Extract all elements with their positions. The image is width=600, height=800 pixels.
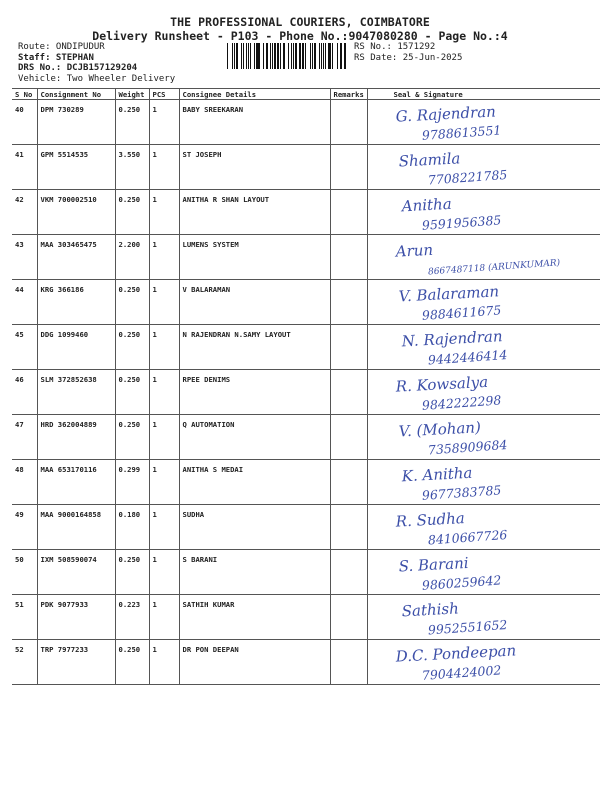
cell-remarks <box>330 415 367 460</box>
cell-weight: 0.223 <box>115 595 149 640</box>
page-subtitle: Delivery Runsheet - P103 - Phone No.:9047080280 - Page No.:4 <box>92 29 508 43</box>
cell-signature <box>367 145 600 190</box>
handwritten-signature <box>368 100 600 143</box>
cell-weight: 0.250 <box>115 325 149 370</box>
cell-signature <box>367 460 600 505</box>
signature-name: D.C. Pondeepan <box>394 641 517 666</box>
col-header-consignment: Consignment No <box>37 89 115 100</box>
signature-name: Sathish <box>400 599 459 621</box>
cell-remarks <box>330 550 367 595</box>
cell-consignee: BABY SREEKARAN <box>179 100 330 145</box>
col-header-remarks: Remarks <box>330 89 367 100</box>
cell-weight: 2.200 <box>115 235 149 280</box>
table-header-row <box>12 89 600 100</box>
cell-sno: 49 <box>12 505 37 550</box>
cell-sno: 41 <box>12 145 37 190</box>
handwritten-signature <box>368 415 600 458</box>
signature-name: Anitha <box>400 194 452 216</box>
cell-pcs: 1 <box>149 505 179 550</box>
cell-consignment: PDK 9077933 <box>37 595 115 640</box>
table-row <box>12 280 600 325</box>
cell-consignee: LUMENS SYSTEM <box>179 235 330 280</box>
cell-pcs: 1 <box>149 325 179 370</box>
signature-phone: 9442446414 <box>426 346 508 368</box>
cell-signature <box>367 595 600 640</box>
page-title: THE PROFESSIONAL COURIERS, COIMBATORE <box>170 15 430 29</box>
cell-pcs: 1 <box>149 370 179 415</box>
handwritten-signature <box>368 505 600 548</box>
cell-signature <box>367 235 600 280</box>
cell-weight: 0.180 <box>115 505 149 550</box>
signature-phone: 7358909684 <box>426 436 508 458</box>
cell-signature <box>367 550 600 595</box>
rs-number: RS No.: 1571292 <box>354 42 436 52</box>
cell-consignment: TRP 7977233 <box>37 640 115 685</box>
cell-pcs: 1 <box>149 460 179 505</box>
cell-consignee: SATHIH KUMAR <box>179 595 330 640</box>
table-row <box>12 190 600 235</box>
runsheet-meta-right <box>354 42 462 64</box>
cell-consignment: KRG 366186 <box>37 280 115 325</box>
signature-name: R. Sudha <box>394 509 465 531</box>
signature-phone: 9952551652 <box>426 616 508 638</box>
delivery-table <box>12 88 600 685</box>
cell-remarks <box>330 145 367 190</box>
cell-consignment: IXM 508590074 <box>37 550 115 595</box>
handwritten-signature <box>368 190 600 233</box>
handwritten-signature <box>368 460 600 503</box>
runsheet-meta-left <box>18 42 175 84</box>
handwritten-signature <box>368 145 600 188</box>
cell-consignee: S BARANI <box>179 550 330 595</box>
rs-date: RS Date: 25-Jun-2025 <box>354 53 463 63</box>
signature-name: G. Rajendran <box>394 102 496 126</box>
table-row <box>12 550 600 595</box>
signature-name: V. Balaraman <box>397 282 500 306</box>
cell-sno: 44 <box>12 280 37 325</box>
cell-remarks <box>330 100 367 145</box>
cell-pcs: 1 <box>149 640 179 685</box>
signature-phone: 9677383785 <box>420 482 502 503</box>
cell-consignment: GPM 5514535 <box>37 145 115 190</box>
cell-consignment: MAA 653170116 <box>37 460 115 505</box>
cell-weight: 0.250 <box>115 280 149 325</box>
signature-phone: 7904424002 <box>420 662 502 683</box>
cell-remarks <box>330 370 367 415</box>
cell-consignee: N RAJENDRAN N.SAMY LAYOUT <box>179 325 330 370</box>
cell-remarks <box>330 595 367 640</box>
cell-remarks <box>330 640 367 685</box>
cell-pcs: 1 <box>149 595 179 640</box>
cell-remarks <box>330 280 367 325</box>
col-header-signature: Seal & Signature <box>367 89 600 100</box>
cell-signature <box>367 505 600 550</box>
signature-phone: 9842222298 <box>420 392 502 413</box>
cell-consignment: HRD 362004889 <box>37 415 115 460</box>
cell-pcs: 1 <box>149 100 179 145</box>
signature-phone: 9860259642 <box>420 572 502 593</box>
cell-consignee: ANITHA S MEDAI <box>179 460 330 505</box>
table-row <box>12 370 600 415</box>
cell-sno: 48 <box>12 460 37 505</box>
handwritten-signature <box>368 640 600 683</box>
table-row <box>12 325 600 370</box>
table-row <box>12 235 600 280</box>
cell-weight: 0.250 <box>115 370 149 415</box>
table-row <box>12 145 600 190</box>
cell-weight: 0.250 <box>115 190 149 235</box>
cell-consignment: MAA 303465475 <box>37 235 115 280</box>
handwritten-signature <box>368 280 600 323</box>
col-header-sno: S No <box>12 89 37 100</box>
cell-pcs: 1 <box>149 145 179 190</box>
drs-label: DRS No.: DCJB157129204 <box>18 63 138 73</box>
handwritten-signature <box>368 370 600 413</box>
cell-consignee: Q AUTOMATION <box>179 415 330 460</box>
cell-signature <box>367 640 600 685</box>
cell-weight: 0.299 <box>115 460 149 505</box>
cell-signature <box>367 190 600 235</box>
cell-consignment: DDG 1099460 <box>37 325 115 370</box>
cell-sno: 51 <box>12 595 37 640</box>
cell-consignment: DPM 730289 <box>37 100 115 145</box>
cell-weight: 0.250 <box>115 640 149 685</box>
table-row <box>12 415 600 460</box>
table-row <box>12 100 600 145</box>
cell-sno: 46 <box>12 370 37 415</box>
cell-consignment: VKM 700002510 <box>37 190 115 235</box>
handwritten-signature <box>368 595 600 638</box>
cell-consignment: MAA 9000164858 <box>37 505 115 550</box>
cell-pcs: 1 <box>149 415 179 460</box>
cell-remarks <box>330 235 367 280</box>
table-row <box>12 640 600 685</box>
cell-pcs: 1 <box>149 190 179 235</box>
signature-phone: 9788613551 <box>420 122 502 143</box>
cell-weight: 0.250 <box>115 100 149 145</box>
cell-consignee: SUDHA <box>179 505 330 550</box>
signature-name: Shamila <box>397 149 461 171</box>
cell-consignee: ST JOSEPH <box>179 145 330 190</box>
col-header-consignee: Consignee Details <box>179 89 330 100</box>
cell-pcs: 1 <box>149 550 179 595</box>
cell-consignment: SLM 372852638 <box>37 370 115 415</box>
cell-weight: 0.250 <box>115 415 149 460</box>
signature-name: N. Rajendran <box>400 327 503 351</box>
cell-sno: 52 <box>12 640 37 685</box>
col-header-pcs: PCS <box>149 89 179 100</box>
vehicle-label: Vehicle: Two Wheeler Delivery <box>18 73 176 84</box>
table-row <box>12 595 600 640</box>
handwritten-signature <box>368 325 600 368</box>
signature-phone: 8667487118 (ARUNKUMAR) <box>427 258 561 278</box>
barcode <box>227 43 349 69</box>
cell-sno: 40 <box>12 100 37 145</box>
handwritten-signature <box>368 235 600 278</box>
signature-phone: 8410667726 <box>426 526 508 548</box>
cell-consignee: RPEE DENIMS <box>179 370 330 415</box>
signature-name: Arun <box>394 240 434 261</box>
signature-phone: 9884611675 <box>420 302 502 323</box>
cell-weight: 3.550 <box>115 145 149 190</box>
cell-remarks <box>330 190 367 235</box>
cell-sno: 47 <box>12 415 37 460</box>
cell-remarks <box>330 460 367 505</box>
cell-consignee: V BALARAMAN <box>179 280 330 325</box>
cell-consignee: DR PON DEEPAN <box>179 640 330 685</box>
signature-phone: 7708221785 <box>426 166 508 188</box>
delivery-rows <box>12 100 600 685</box>
col-header-weight: Weight <box>115 89 149 100</box>
signature-name: K. Anitha <box>400 463 473 486</box>
signature-phone: 9591956385 <box>420 212 502 233</box>
cell-consignee: ANITHA R SHAN LAYOUT <box>179 190 330 235</box>
staff-label: Staff: STEPHAN <box>18 52 94 63</box>
cell-signature <box>367 280 600 325</box>
handwritten-signature <box>368 550 600 593</box>
signature-name: R. Kowsalya <box>394 372 488 396</box>
cell-signature <box>367 370 600 415</box>
cell-pcs: 1 <box>149 280 179 325</box>
cell-sno: 45 <box>12 325 37 370</box>
cell-sno: 50 <box>12 550 37 595</box>
table-row <box>12 460 600 505</box>
signature-name: S. Barani <box>397 553 469 576</box>
table-row <box>12 505 600 550</box>
cell-pcs: 1 <box>149 235 179 280</box>
route-label: Route: ONDIPUDUR <box>18 42 105 52</box>
cell-remarks <box>330 505 367 550</box>
cell-signature <box>367 415 600 460</box>
cell-signature <box>367 325 600 370</box>
cell-weight: 0.250 <box>115 550 149 595</box>
cell-signature <box>367 100 600 145</box>
cell-remarks <box>330 325 367 370</box>
cell-sno: 43 <box>12 235 37 280</box>
cell-sno: 42 <box>12 190 37 235</box>
signature-name: V. (Mohan) <box>397 418 481 441</box>
